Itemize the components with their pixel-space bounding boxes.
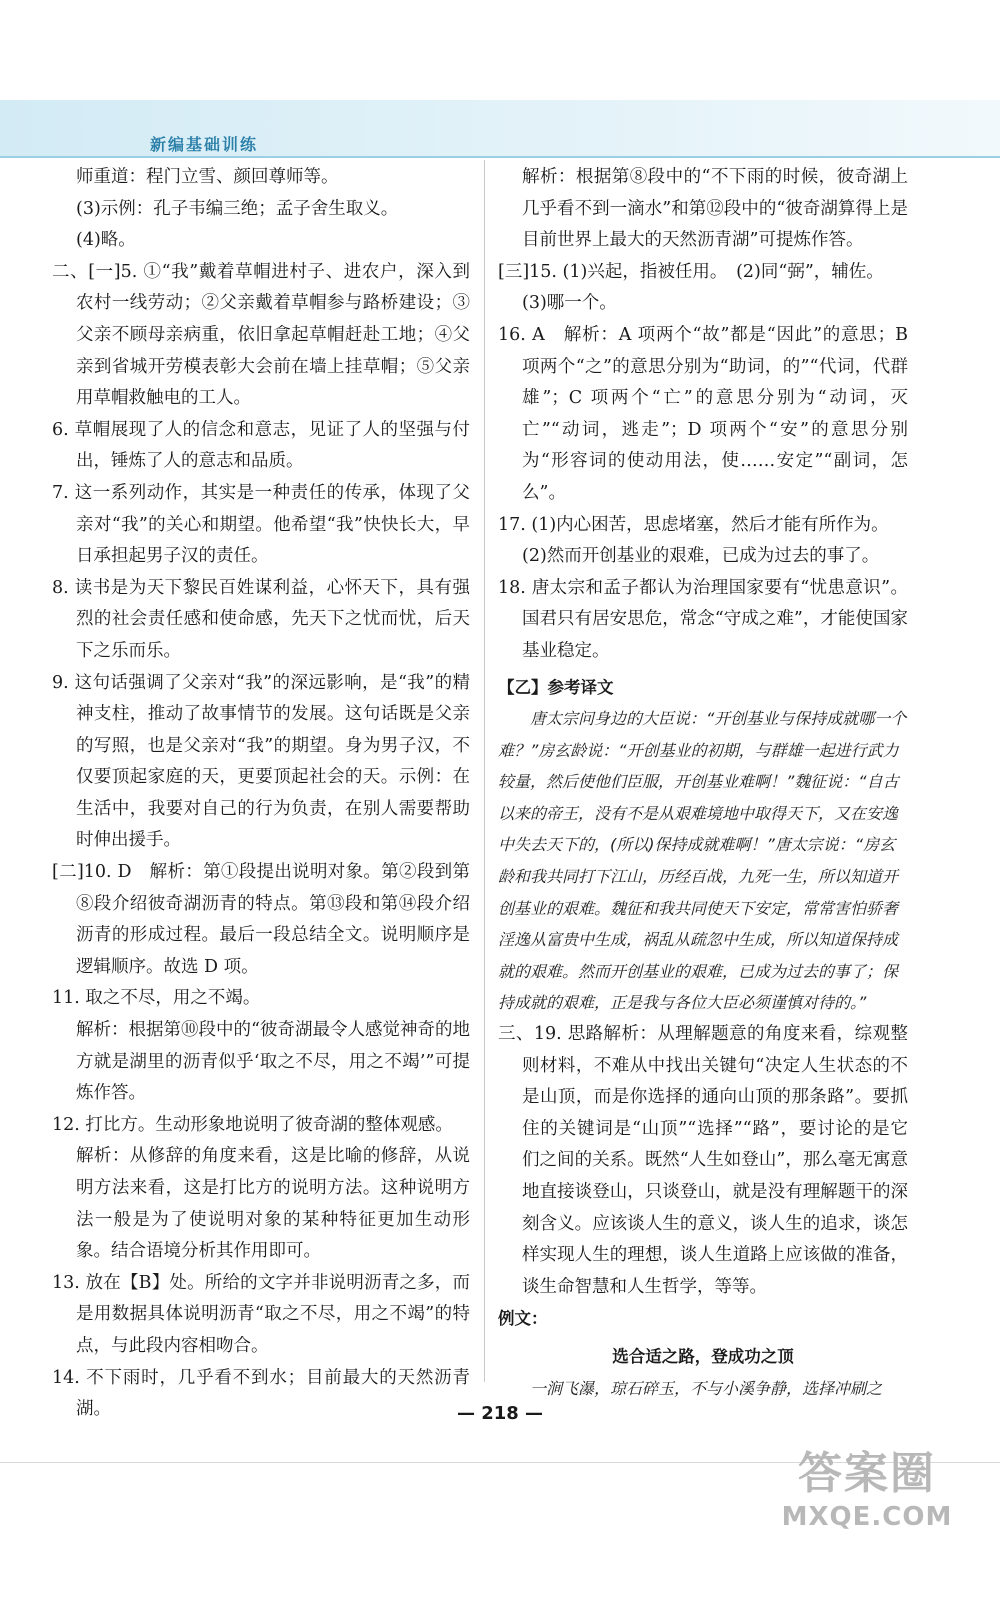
header-rule [0, 156, 1000, 158]
answer-item-12: 12. 打比方。生动形象地说明了彼奇湖的整体观感。 [52, 1114, 453, 1135]
answer-item-14: 14. 不下雨时，几乎看不到水；目前最大的天然沥青湖。 [52, 1367, 470, 1420]
answer-item-10: [二]10. D 解析：第①段提出说明对象。第②段到第⑧段介绍彼奇湖沥青的特点。第⑬段和第⑭段介绍沥青的形成过程。最后一段总结全文。说明顺序是逻辑顺序。故选 D 项。 [52, 862, 470, 977]
analysis-14: 解析：根据第⑧段中的“不下雨的时候，彼奇湖上几乎看不到一滴水”和第⑫段中的“彼奇湖算得上是目前世界上最大的天然沥青湖”可提炼作答。 [522, 167, 908, 251]
answer-line: (4)略。 [76, 230, 136, 251]
analysis-12: 解析：从修辞的角度来看，这是比喻的修辞，从说明方法来看，这是打比方的说明方法。这种说明方法一般是为了使说明对象的某种特征更加生动形象。结合语境分析其作用即可。 [76, 1146, 470, 1262]
answer-item-18: 18. 唐太宗和孟子都认为治理国家要有“忧患意识”。国君只有居安思危，常念“守成之难”，才能使国家基业稳定。 [498, 577, 908, 661]
header-title: 新编基础训练 [150, 135, 259, 154]
answer-item-9: 9. 这句话强调了父亲对“我”的深远影响，是“我”的精神支柱，推动了故事情节的发展。这句话既是父亲的写照，也是父亲对“我”的期望。身为男子汉，不仅要顶起家庭的天，更要顶起社会的天。示例：在生活中，我要对自己的行为负责，在别人需要帮助时伸出援手。 [52, 672, 470, 851]
analysis-11: 解析：根据第⑩段中的“彼奇湖最令人感觉神奇的地方就是湖里的沥青似乎‘取之不尽，用之不竭’”可提炼作答。 [76, 1020, 470, 1104]
right-column [498, 162, 908, 1404]
answer-item-6: 6. 草帽展现了人的信念和意志，见证了人的坚强与付出，锤炼了人的意志和品质。 [52, 419, 470, 472]
column-divider [484, 160, 485, 1382]
answer-line: (3)哪一个。 [522, 293, 617, 314]
essay-title: 选合适之路，登成功之顶 [612, 1346, 794, 1366]
answer-item-17: 17. (1)内心困苦，思虑堵塞，然后才能有所作为。 [498, 514, 889, 535]
left-column [52, 162, 470, 1426]
translation-heading: 【乙】参考译文 [498, 677, 614, 697]
answer-line: 师重道：程门立雪、颜回尊师等。 [76, 167, 339, 187]
answer-item-5: 二、[一]5. ①“我”戴着草帽进村子、进农户，深入到农村一线劳动；②父亲戴着草帽参与路桥建设；③父亲不顾母亲病重，依旧拿起草帽赶赴工地；④父亲到省城开劳模表彰大会前在墙上挂草帽；⑤父亲用草帽救触电的工人。 [52, 261, 470, 409]
answer-item-11: 11. 取之不尽，用之不竭。 [52, 988, 261, 1009]
answer-item-16: 16. A 解析：A 项两个“故”都是“因此”的意思；B 项两个“之”的意思分别为“助词，的”“代词，代群雄”；C 项两个“亡”的意思分别为“动词，灭亡”“动词，逃走”；D 项两个“安”的意思分别为“形容词的使动用法，使……安定”“副词，怎么”。 [498, 324, 908, 503]
answer-line: (2)然而开创基业的艰难，已成为过去的事了。 [522, 546, 880, 567]
essay-first-line: 一涧飞瀑，琼石碎玉，不与小溪争静，选择冲刷之 [530, 1378, 883, 1398]
answer-item-19: 三、19. 思路解析：从理解题意的角度来看，综观整则材料，不难从中找出关键句“决定人生状态的不是山顶，而是你选择的通向山顶的那条路”。要抓住的关键词是“山顶”“选择”“路”，要讨论的是它们之间的关系。既然“人生如登山”，那么毫无寓意地直接谈登山，只谈登山，就是没有理解题干的深刻含义。应该谈人生的意义，谈人生的追求，谈怎样实现人生的理想，谈人生道路上应该做的准备，谈生命智慧和人生哲学，等等。 [498, 1024, 908, 1297]
answer-line: (3)示例：孔子韦编三绝；孟子舍生取义。 [76, 198, 399, 219]
watermark [776, 1446, 958, 1562]
page-number: — 218 — [456, 1403, 544, 1424]
example-label: 例文： [498, 1309, 548, 1329]
translation-text: 唐太宗问身边的大臣说：“开创基业与保持成就哪一个难？”房玄龄说：“开创基业的初期，与群雄一起进行武力较量，然后使他们臣服，开创基业难啊！”魏征说：“自古以来的帝王，没有不是从艰难境地中取得天下，又在安逸中失去天下的，(所以)保持成就难啊！”唐太宗说：“房玄龄和我共同打下江山，历经百战，九死一生，所以知道开创基业的艰难。魏征和我共同使天下安定，常常害怕骄奢淫逸从富贵中生成，祸乱从疏忽中生成，所以知道保持成就的艰难。然而开创基业的艰难，已成为过去的事了；保持成就的艰难，正是我与各位大臣必须谨慎对待的。” [498, 709, 907, 1013]
watermark-logo: 答案圈 [798, 1448, 936, 1499]
answer-item-13: 13. 放在【B】处。所给的文字并非说明沥青之多，而是用数据具体说明沥青“取之不尽，用之不竭”的特点，与此段内容相吻合。 [52, 1272, 470, 1356]
answer-item-8: 8. 读书是为天下黎民百姓谋利益，心怀天下，具有强烈的社会责任感和使命感，先天下之忧而忧，后天下之乐而乐。 [52, 577, 470, 661]
answer-item-15: [三]15. (1)兴起，指被任用。 (2)同“弼”，辅佐。 [498, 261, 884, 282]
watermark-url: MXQE.COM [781, 1502, 953, 1532]
answer-item-7: 7. 这一系列动作，其实是一种责任的传承，体现了父亲对“我”的关心和期望。他希望“我”快快长大，早日承担起男子汉的责任。 [52, 482, 470, 567]
